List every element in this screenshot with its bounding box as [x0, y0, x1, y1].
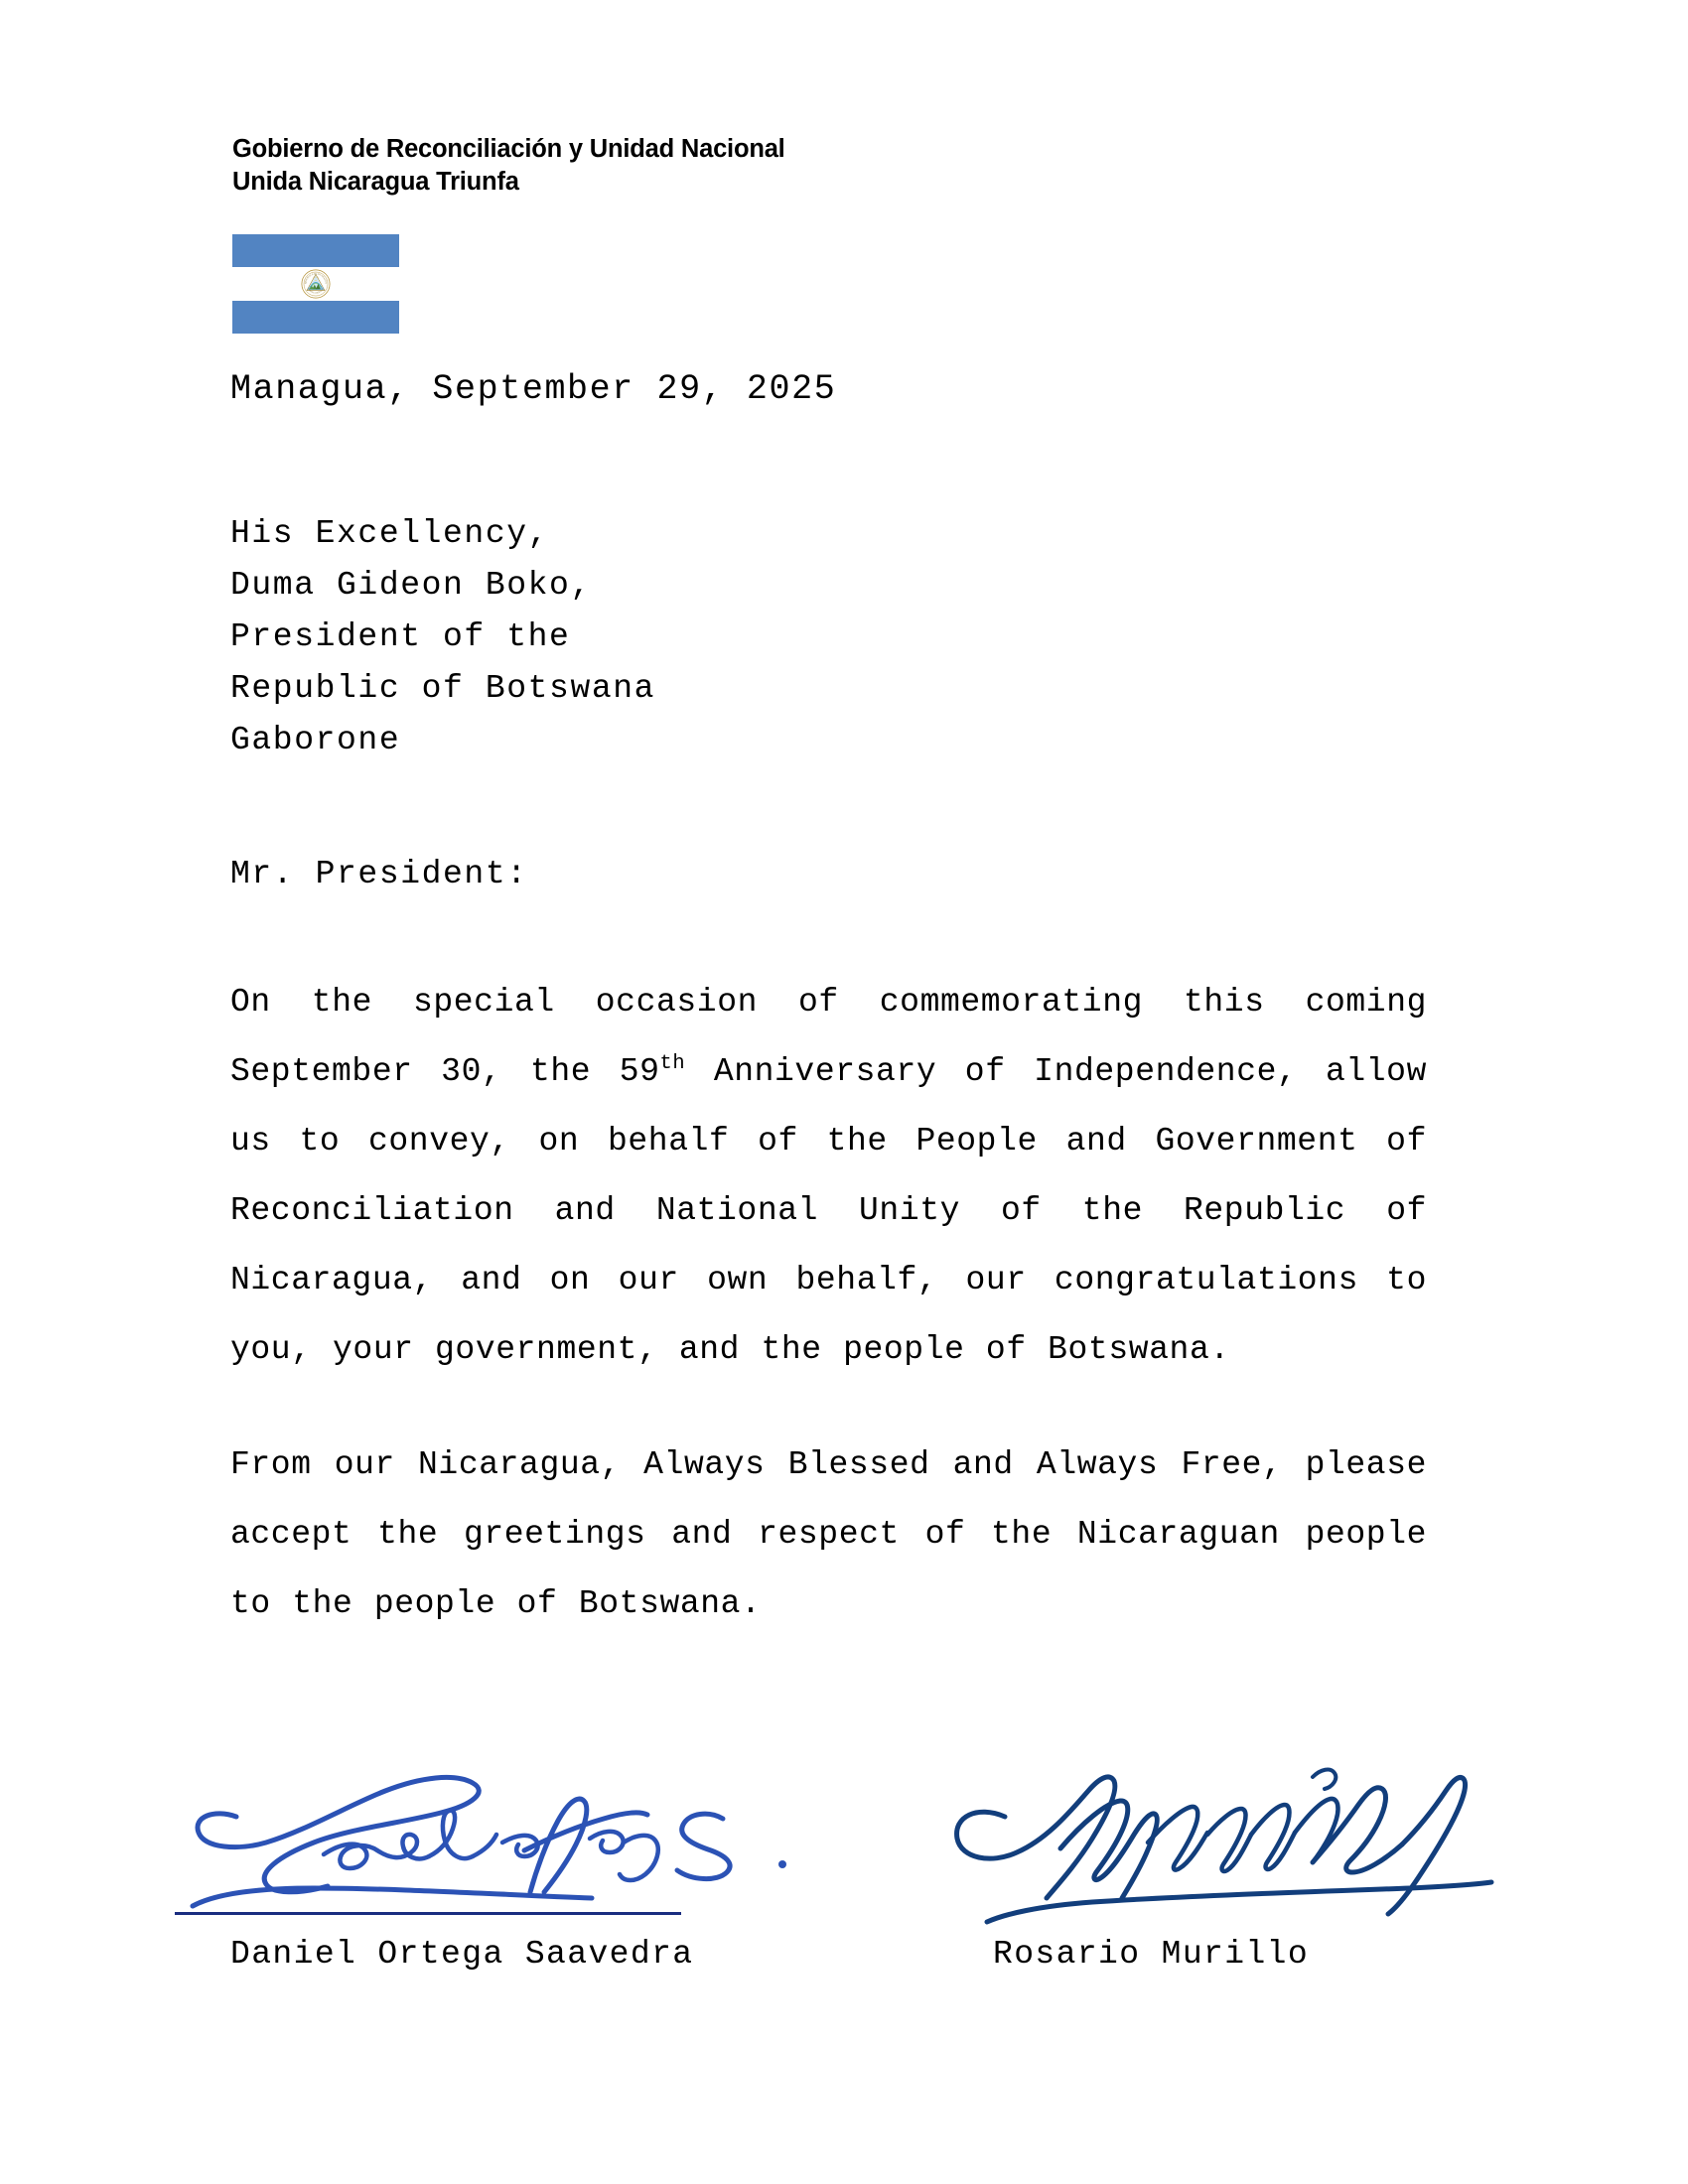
paragraph-1-pre: On the special occasion of commemorating this coming September 30, the 59 — [230, 984, 1427, 1090]
signature-ink-rosario-murillo — [943, 1747, 1479, 1906]
signature-rule-left — [175, 1912, 681, 1915]
date-line: Managua, September 29, 2025 — [230, 369, 837, 409]
flag-band-bottom — [232, 301, 399, 334]
signature-area — [0, 1747, 1688, 2045]
paragraph-1-post: Anniversary of Independence, allow us to convey, on behalf of the People and Government of Reconciliation and National Unity of the Republic of Nicaragua, and on our own behalf, our congratulations to you, your government, and the people of Botswana. — [230, 1053, 1427, 1368]
body-paragraph-1 — [230, 968, 1427, 1385]
ordinal-suffix: th — [659, 1052, 686, 1075]
letterhead-line-1: Gobierno de Reconciliación y Unidad Nacional — [232, 135, 785, 163]
signature-name-left: Daniel Ortega Saavedra — [230, 1936, 694, 1973]
salutation: Mr. President: — [230, 856, 528, 892]
signature-name-right: Rosario Murillo — [993, 1936, 1310, 1973]
svg-text:REPUBLICA DE NICARAGUA: REPUBLICA DE NICARAGUA — [305, 273, 327, 285]
addressee-line: Duma Gideon Boko, — [230, 567, 592, 604]
letter-body — [230, 968, 1427, 1685]
addressee-line: Republic of Botswana — [230, 670, 656, 707]
svg-text:AMERICA CENTRAL: AMERICA CENTRAL — [307, 288, 325, 295]
signature-block-left — [175, 1747, 830, 1906]
nicaragua-flag-icon — [232, 234, 399, 334]
signature-block-right — [943, 1747, 1479, 1906]
letterhead — [232, 133, 1126, 199]
addressee-line: President of the — [230, 618, 571, 655]
body-paragraph-2: From our Nicaragua, Always Blessed and Always Free, please accept the greetings and respect of the Nicaraguan people to the people of Botswana. — [230, 1446, 1427, 1622]
coat-of-arms-icon — [301, 269, 331, 299]
signature-ink-daniel-ortega — [175, 1747, 830, 1906]
flag-band-middle — [232, 267, 399, 300]
letterhead-line-2: Unida Nicaragua Triunfa — [232, 168, 519, 196]
flag-band-top — [232, 234, 399, 267]
addressee-block — [230, 508, 655, 766]
addressee-line: His Excellency, — [230, 515, 550, 552]
addressee-line: Gaborone — [230, 722, 401, 758]
